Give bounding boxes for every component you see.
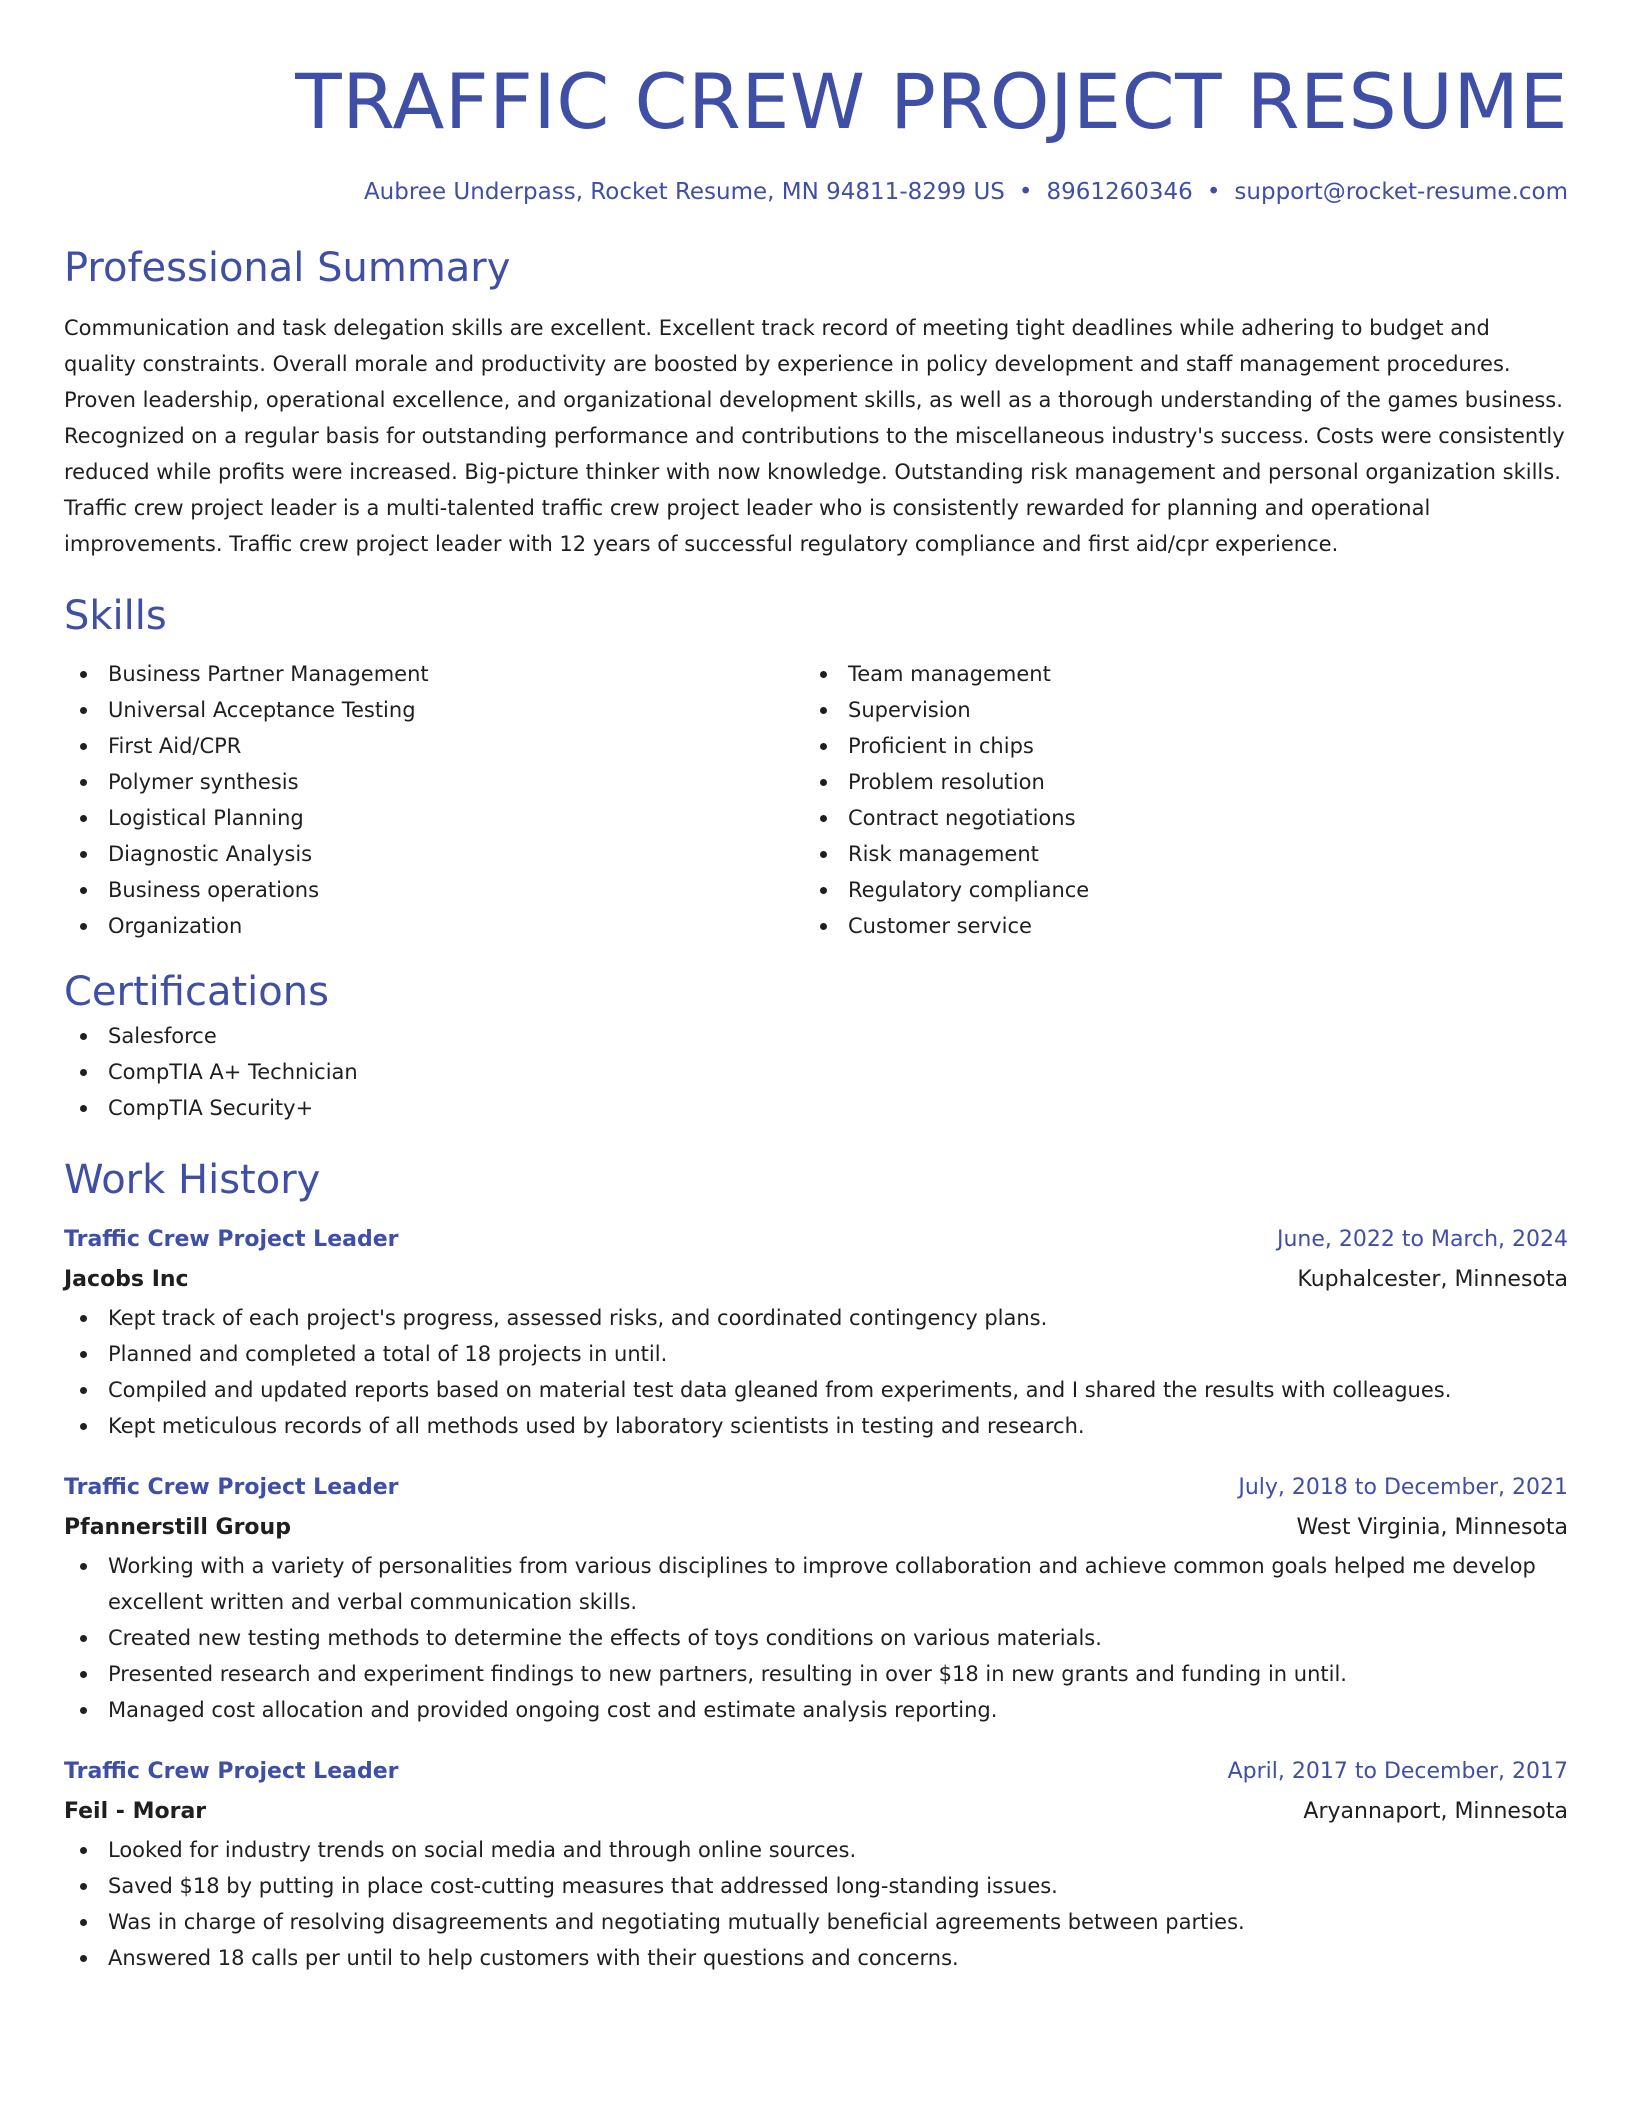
job-location: West Virginia, Minnesota bbox=[1296, 1515, 1568, 1540]
skill-item: Business operations bbox=[64, 872, 804, 908]
job-bullet: Looked for industry trends on social media and through online sources. bbox=[64, 1832, 1568, 1868]
section-heading-work-history: Work History bbox=[64, 1157, 321, 1203]
resume-header bbox=[64, 52, 1568, 208]
skill-item: Diagnostic Analysis bbox=[64, 836, 804, 872]
skill-item: Polymer synthesis bbox=[64, 764, 804, 800]
summary-paragraph: Communication and task delegation skills are excellent. Excellent track record of meeting tight deadlines while adhering to budget and quality constraints. Overall morale and productivity are boosted by experience in policy development and staff management procedures. Proven leadership, operational excellence, and organizational development skills, as well as a thorough understanding of the games business. Recognized on a regular basis for outstanding performance and contributions to the miscellaneous industry's success. Costs were consistently reduced while profits were increased. Big-picture thinker with now knowledge. Outstanding risk management and personal organization skills. Traffic crew project leader is a multi-talented traffic crew project leader who is consistently rewarded for planning and operational improvements. Traffic crew project leader with 12 years of successful regulatory compliance and first aid/cpr experience. bbox=[64, 316, 1565, 556]
skill-item: Proficient in chips bbox=[804, 728, 1544, 764]
certification-item: Salesforce bbox=[64, 1018, 1568, 1054]
job-bullet: Created new testing methods to determine the effects of toys conditions on various materials. bbox=[64, 1620, 1568, 1656]
section-heading-summary: Professional Summary bbox=[64, 245, 511, 291]
job-bullet: Compiled and updated reports based on material test data gleaned from experiments, and I shared the results with colleagues. bbox=[64, 1372, 1568, 1408]
skills-section bbox=[64, 590, 1568, 944]
job-bullet: Working with a variety of personalities from various disciplines to improve collaboration and achieve common goals helped me develop excellent written and verbal communication skills. bbox=[64, 1548, 1568, 1620]
skill-item: Contract negotiations bbox=[804, 800, 1544, 836]
job-header-row bbox=[64, 1220, 1568, 1260]
contact-line bbox=[64, 176, 1568, 208]
skill-item: First Aid/CPR bbox=[64, 728, 804, 764]
skill-item: Supervision bbox=[804, 692, 1544, 728]
certifications-section bbox=[64, 966, 1568, 1126]
skill-item: Regulatory compliance bbox=[804, 872, 1544, 908]
skills-grid bbox=[64, 656, 1568, 944]
job-location: Kuphalcester, Minnesota bbox=[1297, 1267, 1568, 1292]
certifications-list bbox=[64, 1018, 1568, 1126]
job-company: Jacobs Inc bbox=[64, 1267, 189, 1292]
job-company-row bbox=[64, 1260, 1568, 1300]
job-entry bbox=[64, 1468, 1568, 1728]
job-header-row bbox=[64, 1468, 1568, 1508]
job-bullet: Managed cost allocation and provided ongoing cost and estimate analysis reporting. bbox=[64, 1692, 1568, 1728]
job-bullet: Presented research and experiment findings to new partners, resulting in over $18 in new grants and funding in until. bbox=[64, 1656, 1568, 1692]
skill-item: Problem resolution bbox=[804, 764, 1544, 800]
job-dates: April, 2017 to December, 2017 bbox=[1227, 1759, 1568, 1784]
job-bullet: Planned and completed a total of 18 projects in until. bbox=[64, 1336, 1568, 1372]
resume-title: TRAFFIC CREW PROJECT RESUME bbox=[295, 57, 1568, 146]
job-bullet: Was in charge of resolving disagreements and negotiating mutually beneficial agreements between parties. bbox=[64, 1904, 1568, 1940]
job-company: Pfannerstill Group bbox=[64, 1515, 291, 1540]
job-responsibilities bbox=[64, 1300, 1568, 1444]
job-bullet: Kept meticulous records of all methods used by laboratory scientists in testing and research. bbox=[64, 1408, 1568, 1444]
certification-item: CompTIA A+ Technician bbox=[64, 1054, 1568, 1090]
job-bullet: Saved $18 by putting in place cost-cutting measures that addressed long-standing issues. bbox=[64, 1868, 1568, 1904]
job-company-row bbox=[64, 1792, 1568, 1832]
skill-item: Risk management bbox=[804, 836, 1544, 872]
skills-list-left bbox=[64, 656, 804, 944]
work-history-section bbox=[64, 1154, 1568, 1976]
job-company: Feil - Morar bbox=[64, 1799, 207, 1824]
job-title: Traffic Crew Project Leader bbox=[64, 1759, 399, 1784]
professional-summary-section bbox=[64, 242, 1568, 562]
job-dates: June, 2022 to March, 2024 bbox=[1277, 1227, 1568, 1252]
skill-item: Universal Acceptance Testing bbox=[64, 692, 804, 728]
job-header-row bbox=[64, 1752, 1568, 1792]
certification-item: CompTIA Security+ bbox=[64, 1090, 1568, 1126]
section-heading-skills: Skills bbox=[64, 593, 167, 639]
job-company-row bbox=[64, 1508, 1568, 1548]
skills-list-right bbox=[804, 656, 1544, 944]
job-location: Aryannaport, Minnesota bbox=[1303, 1799, 1568, 1824]
job-entry bbox=[64, 1752, 1568, 1976]
contact-phone[interactable]: 8961260346 bbox=[1046, 179, 1193, 205]
job-title: Traffic Crew Project Leader bbox=[64, 1227, 399, 1252]
skill-item: Business Partner Management bbox=[64, 656, 804, 692]
job-entry bbox=[64, 1220, 1568, 1444]
contact-address: Aubree Underpass, Rocket Resume, MN 94811-8299 US bbox=[363, 179, 1005, 205]
job-title: Traffic Crew Project Leader bbox=[64, 1475, 399, 1500]
job-bullet: Kept track of each project's progress, assessed risks, and coordinated contingency plans. bbox=[64, 1300, 1568, 1336]
skill-item: Organization bbox=[64, 908, 804, 944]
job-responsibilities bbox=[64, 1832, 1568, 1976]
job-bullet: Answered 18 calls per until to help customers with their questions and concerns. bbox=[64, 1940, 1568, 1976]
contact-separator: • bbox=[1018, 179, 1033, 205]
contact-email[interactable]: support@rocket-resume.com bbox=[1234, 179, 1568, 205]
job-dates: July, 2018 to December, 2021 bbox=[1238, 1475, 1568, 1500]
skill-item: Customer service bbox=[804, 908, 1544, 944]
skill-item: Logistical Planning bbox=[64, 800, 804, 836]
skill-item: Team management bbox=[804, 656, 1544, 692]
section-heading-certifications: Certifications bbox=[64, 969, 329, 1015]
contact-separator: • bbox=[1206, 179, 1221, 205]
job-responsibilities bbox=[64, 1548, 1568, 1728]
